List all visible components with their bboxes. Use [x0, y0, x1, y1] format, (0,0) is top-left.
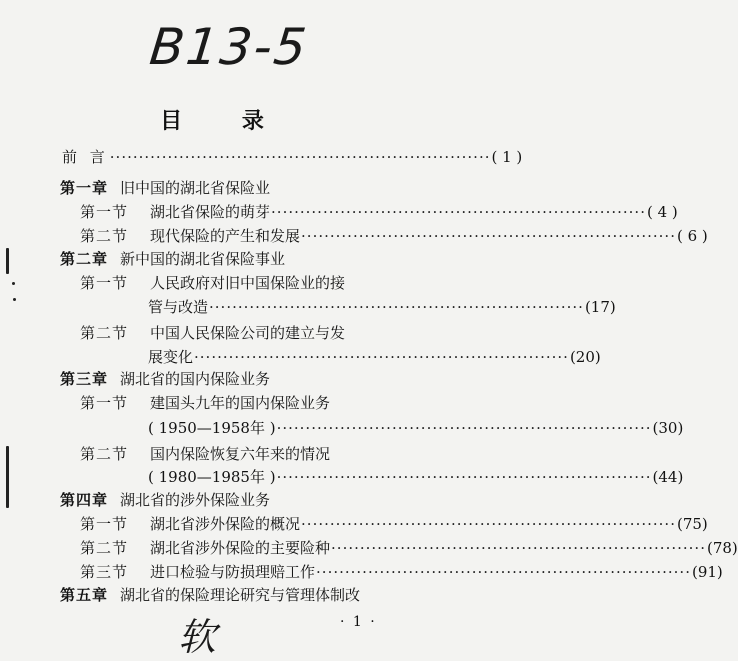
toc-section [80, 201, 678, 223]
section-title: 湖北省涉外保险的概况 [150, 515, 301, 533]
section-title: 国内保险恢复六年来的情况 [150, 445, 331, 463]
leader-dots: ································································· [276, 419, 652, 437]
toc-page: (20) [569, 348, 601, 366]
section-title-cont: ( 1980—1985年 ) [148, 468, 276, 486]
toc-page: ( 4 ) [646, 203, 678, 221]
section-number: 第一节 [80, 394, 129, 412]
chapter-title: 湖北省的涉外保险业务 [120, 491, 271, 509]
toc-entry-preface [62, 146, 523, 168]
toc-section [80, 322, 345, 344]
toc-section [80, 443, 330, 465]
leader-dots: ································································· [331, 539, 706, 557]
section-number: 第一节 [80, 203, 129, 221]
toc-page: (75) [676, 515, 708, 533]
section-number: 第三节 [80, 563, 129, 581]
section-title: 建国头九年的国内保险业务 [150, 394, 331, 412]
section-title-cont: ( 1950—1958年 ) [148, 419, 276, 437]
toc-chapter-4 [60, 489, 270, 511]
toc-section-continued [148, 417, 684, 439]
toc-section-continued [148, 346, 601, 368]
leader-dots: ································································· [301, 515, 676, 533]
toc-section-continued [148, 466, 684, 488]
section-number: 第二节 [80, 539, 129, 557]
leader-dots: ································································· [276, 468, 652, 486]
leader-dots: ································································· [209, 298, 584, 316]
toc-page: (44) [652, 468, 684, 486]
toc-section [80, 561, 723, 583]
handwritten-note: 软 [178, 615, 217, 659]
section-title: 湖北省保险的萌芽 [150, 203, 271, 221]
section-number: 第二节 [80, 445, 129, 463]
toc-label: 前 言 [62, 148, 109, 166]
binding-mark-lower [6, 446, 9, 508]
section-title-cont: 管与改造 [148, 298, 209, 316]
chapter-number: 第五章 [60, 586, 109, 604]
chapter-number: 第一章 [60, 179, 109, 197]
binding-speck [12, 282, 15, 285]
binding-mark-upper [6, 248, 9, 274]
section-number: 第二节 [80, 324, 129, 342]
toc-chapter-3 [60, 368, 270, 390]
page-title: 目 录 [160, 109, 290, 134]
chapter-title: 湖北省的保险理论研究与管理体制改 [120, 586, 361, 604]
toc-page: ( 1 ) [491, 148, 523, 166]
toc-section [80, 537, 738, 559]
toc-page: (78) [706, 539, 738, 557]
toc-chapter-5 [60, 584, 360, 606]
chapter-title: 新中国的湖北省保险事业 [120, 250, 286, 268]
toc-page: (30) [652, 419, 684, 437]
toc-section-continued [148, 296, 616, 318]
section-title: 现代保险的产生和发展 [150, 227, 301, 245]
leader-dots: ································································· [271, 203, 646, 221]
section-number: 第二节 [80, 227, 129, 245]
section-title: 进口检验与防损理赔工作 [150, 563, 316, 581]
toc-page: ( 6 ) [676, 227, 708, 245]
section-number: 第一节 [80, 274, 129, 292]
leader-dots: ·································································· [109, 148, 491, 166]
leader-dots: ································································· [301, 227, 676, 245]
chapter-number: 第二章 [60, 250, 109, 268]
section-title-cont: 展变化 [148, 348, 194, 366]
toc-section [80, 513, 708, 535]
section-title: 人民政府对旧中国保险业的接 [150, 274, 346, 292]
page-number: · 1 · [340, 614, 377, 630]
chapter-title: 旧中国的湖北省保险业 [120, 179, 271, 197]
section-title: 中国人民保险公司的建立与发 [150, 324, 346, 342]
binding-speck [13, 298, 16, 301]
section-number: 第一节 [80, 515, 129, 533]
handwritten-catalog-code: B13-5 [146, 18, 311, 76]
section-title: 湖北省涉外保险的主要险种 [150, 539, 331, 557]
toc-page: (91) [691, 563, 723, 581]
toc-section [80, 272, 345, 294]
leader-dots: ································································· [316, 563, 691, 581]
chapter-number: 第四章 [60, 491, 109, 509]
chapter-title: 湖北省的国内保险业务 [120, 370, 271, 388]
toc-chapter-2 [60, 248, 285, 270]
toc-section [80, 392, 330, 414]
toc-page: (17) [584, 298, 616, 316]
chapter-number: 第三章 [60, 370, 109, 388]
leader-dots: ································································· [194, 348, 569, 366]
toc-chapter-1 [60, 177, 270, 199]
toc-section [80, 225, 708, 247]
